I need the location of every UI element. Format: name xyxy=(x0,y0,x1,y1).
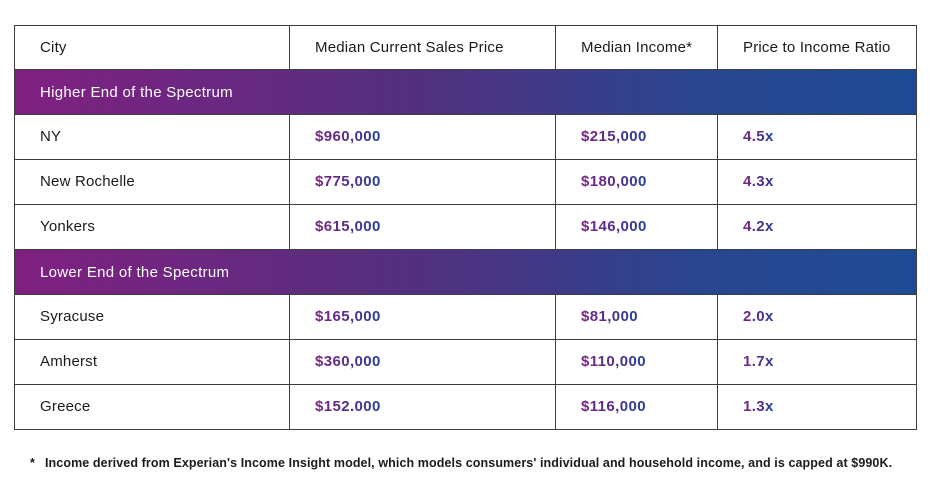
city-cell xyxy=(15,205,290,250)
price-to-income-table xyxy=(14,25,917,430)
section-band-lower-label: Lower End of the Spectrum xyxy=(15,250,917,295)
ratio-value: 1.7x xyxy=(743,353,774,370)
sales-price-cell xyxy=(290,115,556,160)
section-band-higher-label: Higher End of the Spectrum xyxy=(15,70,917,115)
ratio-value: 1.3x xyxy=(743,398,774,415)
footnote-asterisk: * xyxy=(30,456,35,470)
income-value: $146,000 xyxy=(581,218,647,235)
section-band-higher xyxy=(15,70,917,115)
sales-price-cell xyxy=(290,205,556,250)
table-row xyxy=(15,205,917,250)
ratio-value: 4.3x xyxy=(743,173,774,190)
city-cell xyxy=(15,340,290,385)
ratio-cell xyxy=(718,115,917,160)
table-row xyxy=(15,340,917,385)
income-cell xyxy=(556,295,718,340)
income-cell xyxy=(556,205,718,250)
sales-price-value: $165,000 xyxy=(315,308,381,325)
table-row xyxy=(15,160,917,205)
ratio-cell xyxy=(718,205,917,250)
ratio-value: 4.2x xyxy=(743,218,774,235)
table-row xyxy=(15,295,917,340)
sales-price-cell xyxy=(290,160,556,205)
city-cell xyxy=(15,160,290,205)
footnote-text: Income derived from Experian's Income Insight model, which models consumers' individual and household income, and is capped at $990K. xyxy=(44,456,893,470)
sales-price-value: $775,000 xyxy=(315,173,381,190)
sales-price-cell xyxy=(290,295,556,340)
sales-price-cell xyxy=(290,385,556,430)
income-cell xyxy=(556,160,718,205)
income-value: $81,000 xyxy=(581,308,639,325)
sales-price-value: $152.000 xyxy=(315,398,381,415)
city-label: Greece xyxy=(40,398,91,415)
ratio-value: 4.5x xyxy=(743,128,774,145)
table-row xyxy=(15,385,917,430)
income-value: $180,000 xyxy=(581,173,647,190)
city-label: New Rochelle xyxy=(40,173,135,190)
price-income-table-wrap xyxy=(14,25,917,430)
section-band-lower xyxy=(15,250,917,295)
income-value: $215,000 xyxy=(581,128,647,145)
footnote xyxy=(30,456,920,470)
ratio-cell xyxy=(718,340,917,385)
income-value: $116,000 xyxy=(581,398,646,415)
income-cell xyxy=(556,340,718,385)
ratio-cell xyxy=(718,385,917,430)
sales-price-value: $360,000 xyxy=(315,353,381,370)
ratio-value: 2.0x xyxy=(743,308,774,325)
ratio-cell xyxy=(718,295,917,340)
sales-price-cell xyxy=(290,340,556,385)
header-cell-ratio: Price to Income Ratio xyxy=(718,26,917,70)
city-label: Yonkers xyxy=(40,218,96,235)
header-cell-sales-price: Median Current Sales Price xyxy=(290,26,556,70)
header-cell-median-income: Median Income* xyxy=(556,26,718,70)
city-label: NY xyxy=(40,128,62,145)
city-cell xyxy=(15,385,290,430)
table-row xyxy=(15,115,917,160)
income-cell xyxy=(556,115,718,160)
income-value: $110,000 xyxy=(581,353,646,370)
income-cell xyxy=(556,385,718,430)
city-cell xyxy=(15,295,290,340)
city-label: Amherst xyxy=(40,353,98,370)
header-cell-city: City xyxy=(15,26,290,70)
sales-price-value: $615,000 xyxy=(315,218,381,235)
city-cell xyxy=(15,115,290,160)
header-row xyxy=(15,26,917,70)
city-label: Syracuse xyxy=(40,308,105,325)
sales-price-value: $960,000 xyxy=(315,128,381,145)
ratio-cell xyxy=(718,160,917,205)
